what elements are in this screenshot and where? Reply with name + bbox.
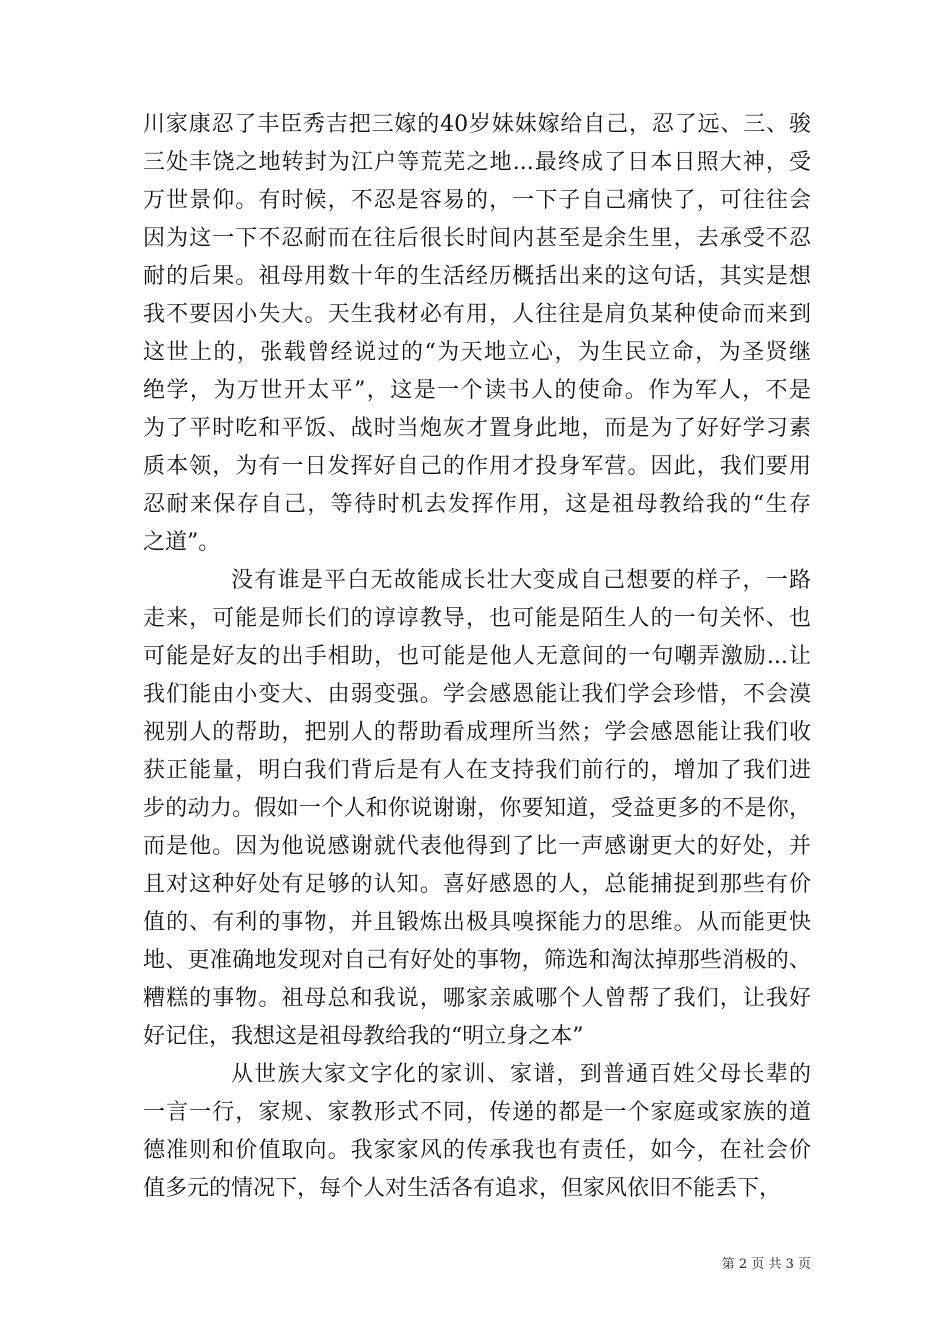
paragraph [143,106,811,562]
text-line: 我们能由小变大、由弱变强。学会感恩能让我们学会珍惜，不会漠 [143,682,811,707]
text-line: 德准则和价值取向。我家家风的传承我也有责任，如今，在社会价 [143,1138,811,1163]
text-line: 可能是好友的出手相助，也可能是他人无意间的一句嘲弄激励...让 [143,644,811,669]
text-line: 视别人的帮助，把别人的帮助看成理所当然；学会感恩能让我们收 [143,720,811,745]
text-line: 步的动力。假如一个人和你说谢谢，你要知道，受益更多的不是你， [143,796,811,821]
text-line: 走来，可能是师长们的谆谆教导，也可能是陌生人的一句关怀、也 [143,606,811,631]
text-line: 质本领，为有一日发挥好自己的作用才投身军营。因此，我们要用 [143,454,811,479]
text-line: 一言一行，家规、家教形式不同，传递的都是一个家庭或家族的道 [143,1100,811,1125]
text-line: 之道”。 [143,530,221,555]
text-line: 这世上的，张载曾经说过的“为天地立心，为生民立命，为圣贤继 [143,340,811,365]
text-line: 值多元的情况下，每个人对生活各有追求，但家风依旧不能丢下， [143,1176,782,1201]
text-line: 值的、有利的事物，并且锻炼出极具嗅探能力的思维。从而能更快 [143,910,811,935]
body-text [143,106,811,1208]
text-line: 因为这一下不忍耐而在往后很长时间内甚至是余生里，去承受不忍 [143,226,811,251]
text-line: 我不要因小失大。天生我材必有用，人往往是肩负某种使命而来到 [143,302,811,327]
text-line: 耐的后果。祖母用数十年的生活经历概括出来的这句话，其实是想 [143,264,811,289]
text-line: 而是他。因为他说感谢就代表他得到了比一声感谢更大的好处，并 [143,834,811,859]
text-line: 三处丰饶之地转封为江户等荒芜之地...最终成了日本日照大神，受 [143,150,811,175]
text-line: 绝学，为万世开太平”，这是一个读书人的使命。作为军人，不是 [143,378,811,403]
page-number-footer: 第 2 页 共 3 页 [721,1257,811,1272]
text-line: 万世景仰。有时候，不忍是容易的，一下子自己痛快了，可往往会 [143,188,811,213]
text-line: 从世族大家文字化的家训、家谱，到普通百姓父母长辈的 [231,1062,811,1087]
text-line: 获正能量，明白我们背后是有人在支持我们前行的，增加了我们进 [143,758,811,783]
text-line: 好记住，我想这是祖母教给我的“明立身之本” [143,1024,584,1049]
paragraph [143,562,811,1056]
text-line: 地、更准确地发现对自己有好处的事物，筛选和淘汰掉那些消极的、 [143,948,811,973]
text-line: 为了平时吃和平饭、战时当炮灰才置身此地，而是为了好好学习素 [143,416,811,441]
text-line: 忍耐来保存自己，等待时机去发挥作用，这是祖母教给我的“生存 [143,492,811,517]
text-line: 且对这种好处有足够的认知。喜好感恩的人，总能捕捉到那些有价 [143,872,811,897]
text-line: 没有谁是平白无故能成长壮大变成自己想要的样子，一路 [231,568,811,593]
text-line: 川家康忍了丰臣秀吉把三嫁的40岁妹妹嫁给自己，忍了远、三、骏 [143,112,811,137]
paragraph [143,1056,811,1208]
text-line: 糟糕的事物。祖母总和我说，哪家亲戚哪个人曾帮了我们，让我好 [143,986,811,1011]
